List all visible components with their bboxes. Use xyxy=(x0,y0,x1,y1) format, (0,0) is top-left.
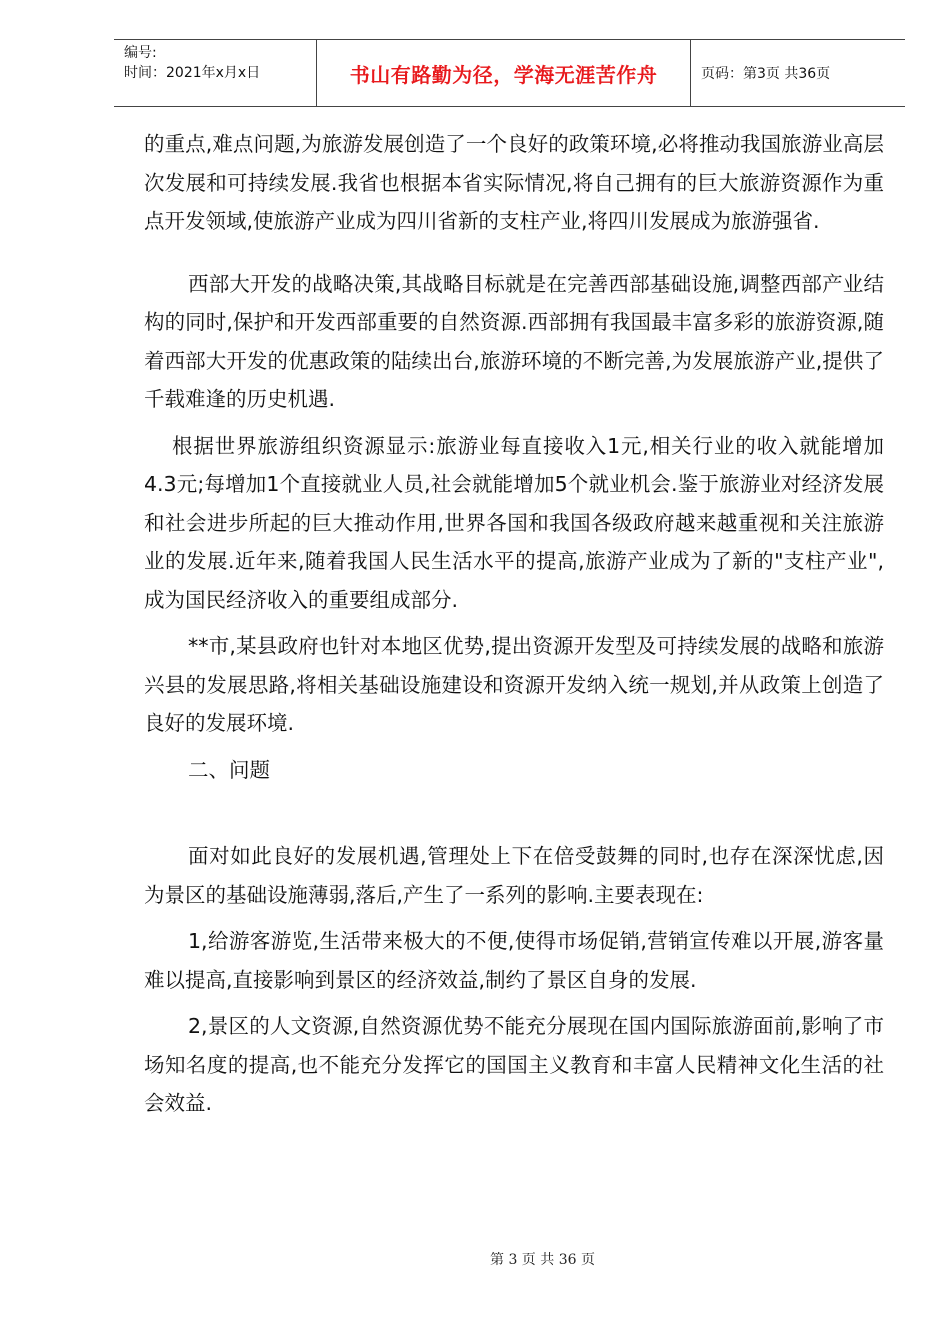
page-header xyxy=(114,39,905,107)
paragraph: 根据世界旅游组织资源显示:旅游业每直接收入1元,相关行业的收入就能增加4.3元;每增加1个直接就业人员,社会就能增加5个就业机会.鉴于旅游业对经济发展和社会进步所起的巨大推动作用,世界各国和我国各级政府越来越重视和关注旅游业的发展.近年来,随着我国人民生活水平的提高,旅游产业成为了新的"支柱产业",成为国民经济收入的重要组成部分. xyxy=(144,433,884,612)
number-label: 编号: xyxy=(124,45,157,61)
document-body xyxy=(144,125,884,1123)
list-item: 2,景区的人文资源,自然资源优势不能充分展现在国内国际旅游面前,影响了市场知名度的提高,也不能充分发挥它的国国主义教育和丰富人民精神文化生活的社会效益. xyxy=(144,1014,884,1115)
paragraph: 的重点,难点问题,为旅游发展创造了一个良好的政策环境,必将推动我国旅游业高层次发展和可持续发展.我省也根据本省实际情况,将自己拥有的巨大旅游资源作为重点开发领域,使旅游产业成为四川省新的支柱产业,将四川发展成为旅游强省. xyxy=(144,132,884,233)
paragraph: 西部大开发的战略决策,其战略目标就是在完善西部基础设施,调整西部产业结构的同时,保护和开发西部重要的自然资源.西部拥有我国最丰富多彩的旅游资源,随着西部大开发的优惠政策的陆续出台,旅游环境的不断完善,为发展旅游产业,提供了千载难逢的历史机遇. xyxy=(144,271,884,411)
header-page-cell xyxy=(691,40,905,106)
paragraph: **市,某县政府也针对本地区优势,提出资源开发型及可持续发展的战略和旅游兴县的发展思路,将相关基础设施建设和资源开发纳入统一规划,并从政策上创造了良好的发展环境. xyxy=(144,634,884,735)
section-heading: 二、问题 xyxy=(188,757,270,782)
motto: 书山有路勤为径，学海无涯苦作舟 xyxy=(349,62,658,87)
time-label: 时间：2021年x月x日 xyxy=(124,65,261,81)
header-motto-cell xyxy=(317,40,691,106)
page-footer: 第 3 页 共 36 页 xyxy=(490,1252,595,1268)
header-meta xyxy=(114,40,317,106)
page-label: 页码：第3页 共36页 xyxy=(701,66,831,82)
paragraph: 面对如此良好的发展机遇,管理处上下在倍受鼓舞的同时,也存在深深忧虑,因为景区的基础设施薄弱,落后,产生了一系列的影响.主要表现在: xyxy=(144,844,884,907)
list-item: 1,给游客游览,生活带来极大的不便,使得市场促销,营销宣传难以开展,游客量难以提高,直接影响到景区的经济效益,制约了景区自身的发展. xyxy=(144,929,884,992)
